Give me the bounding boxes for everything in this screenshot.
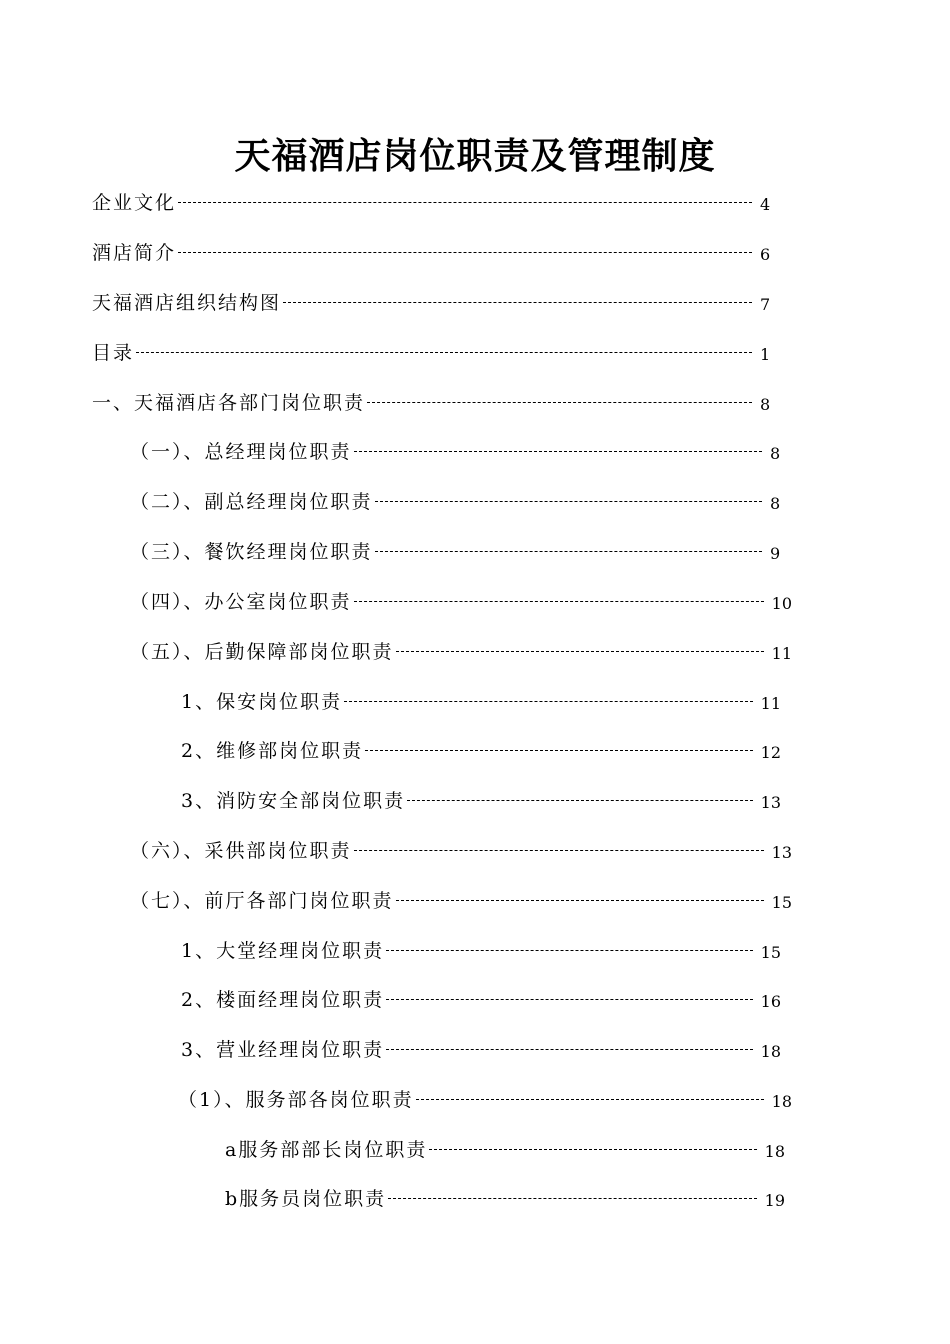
toc-entry-page: 8: [770, 493, 781, 513]
toc-entry-hotel-intro[interactable]: [92, 238, 772, 264]
toc-entry-page: 8: [770, 443, 781, 463]
toc-entry-lobby-manager[interactable]: [181, 936, 781, 962]
toc-entry-label: 目录: [92, 341, 135, 364]
toc-dot-leader: [407, 800, 753, 801]
toc-entry-label: 3、营业经理岗位职责: [181, 1038, 385, 1061]
toc-entry-service-head[interactable]: [225, 1135, 785, 1161]
toc-dot-leader: [386, 950, 753, 951]
toc-entry-label: 2、楼面经理岗位职责: [181, 988, 385, 1011]
toc-entry-page: 7: [760, 294, 771, 314]
toc-dot-leader: [354, 601, 764, 602]
toc-dot-leader: [396, 651, 764, 652]
toc-entry-label: 1、保安岗位职责: [181, 690, 343, 713]
toc-entry-page: 10: [771, 593, 792, 613]
toc-entry-contents[interactable]: [92, 338, 772, 364]
toc-dot-leader: [136, 352, 752, 353]
toc-entry-page: 16: [760, 991, 781, 1011]
toc-entry-org-chart[interactable]: [92, 288, 772, 314]
toc-dot-leader: [416, 1099, 764, 1100]
toc-entry-deputy-gm[interactable]: [130, 487, 782, 513]
toc-entry-waiter[interactable]: [225, 1184, 785, 1210]
toc-entry-label: （一）、总经理岗位职责: [130, 440, 352, 463]
toc-entry-page: 19: [764, 1190, 785, 1210]
toc-dot-leader: [375, 551, 762, 552]
toc-entry-catering-manager[interactable]: [130, 537, 782, 563]
toc-entry-page: 15: [760, 942, 781, 962]
toc-entry-label: 2、维修部岗位职责: [181, 739, 364, 762]
toc-entry-office[interactable]: [130, 587, 792, 613]
toc-dot-leader: [365, 750, 753, 751]
toc-entry-label: （六）、采供部岗位职责: [130, 839, 352, 862]
toc-dot-leader: [396, 900, 764, 901]
toc-entry-label: 一、天福酒店各部门岗位职责: [92, 391, 366, 414]
toc-entry-label: 企业文化: [92, 191, 177, 214]
toc-entry-page: 1: [760, 344, 771, 364]
toc-entry-label: 酒店简介: [92, 241, 177, 264]
toc-entry-label: （七）、前厅各部门岗位职责: [130, 889, 394, 912]
toc-entry-corporate-culture[interactable]: [92, 188, 772, 214]
toc-entry-label: （三）、餐饮经理岗位职责: [130, 540, 373, 563]
toc-entry-label: 1、大堂经理岗位职责: [181, 939, 385, 962]
toc-entry-service-dept[interactable]: [178, 1085, 792, 1111]
toc-entry-label: （五）、后勤保障部岗位职责: [130, 640, 394, 663]
toc-dot-leader: [354, 451, 762, 452]
document-title: 天福酒店岗位职责及管理制度: [234, 136, 716, 177]
toc-entry-page: 18: [764, 1141, 785, 1161]
toc-entry-page: 12: [760, 742, 781, 762]
toc-entry-floor-manager[interactable]: [181, 985, 781, 1011]
toc-dot-leader: [344, 701, 753, 702]
toc-entry-label: a服务部部长岗位职责: [225, 1138, 428, 1161]
toc-entry-security[interactable]: [181, 687, 781, 713]
toc-entry-label: 天福酒店组织结构图: [92, 291, 282, 314]
toc-entry-label: b服务员岗位职责: [225, 1187, 387, 1210]
toc-entry-label: （四）、办公室岗位职责: [130, 590, 352, 613]
toc-entry-page: 13: [760, 792, 781, 812]
toc-dot-leader: [178, 202, 752, 203]
toc-entry-page: 18: [771, 1091, 792, 1111]
toc-dot-leader: [178, 252, 752, 253]
toc-entry-page: 13: [771, 842, 792, 862]
toc-dot-leader: [375, 501, 762, 502]
toc-dot-leader: [386, 1049, 753, 1050]
toc-entry-page: 15: [771, 892, 792, 912]
toc-entry-page: 18: [760, 1041, 781, 1061]
toc-dot-leader: [367, 402, 752, 403]
toc-entry-logistics[interactable]: [130, 637, 792, 663]
toc-dot-leader: [388, 1198, 756, 1199]
toc-entry-section-1[interactable]: [92, 388, 772, 414]
toc-entry-label: （1）、服务部各岗位职责: [178, 1088, 414, 1111]
toc-entry-page: 4: [760, 194, 771, 214]
toc-entry-page: 11: [771, 643, 792, 663]
toc-dot-leader: [429, 1149, 756, 1150]
toc-entry-page: 9: [770, 543, 781, 563]
toc-entry-front-office[interactable]: [130, 886, 792, 912]
toc-entry-page: 8: [760, 394, 771, 414]
toc-entry-page: 6: [760, 244, 771, 264]
toc-dot-leader: [283, 302, 752, 303]
toc-entry-label: 3、消防安全部岗位职责: [181, 789, 406, 812]
toc-dot-leader: [354, 850, 764, 851]
toc-entry-procurement[interactable]: [130, 836, 792, 862]
toc-entry-label: （二）、副总经理岗位职责: [130, 490, 373, 513]
toc-entry-general-manager[interactable]: [130, 437, 782, 463]
toc-entry-fire-safety[interactable]: [181, 786, 781, 812]
toc-entry-business-manager[interactable]: [181, 1035, 781, 1061]
toc-entry-page: 11: [760, 693, 781, 713]
toc-dot-leader: [386, 999, 753, 1000]
toc-entry-maintenance[interactable]: [181, 736, 781, 762]
